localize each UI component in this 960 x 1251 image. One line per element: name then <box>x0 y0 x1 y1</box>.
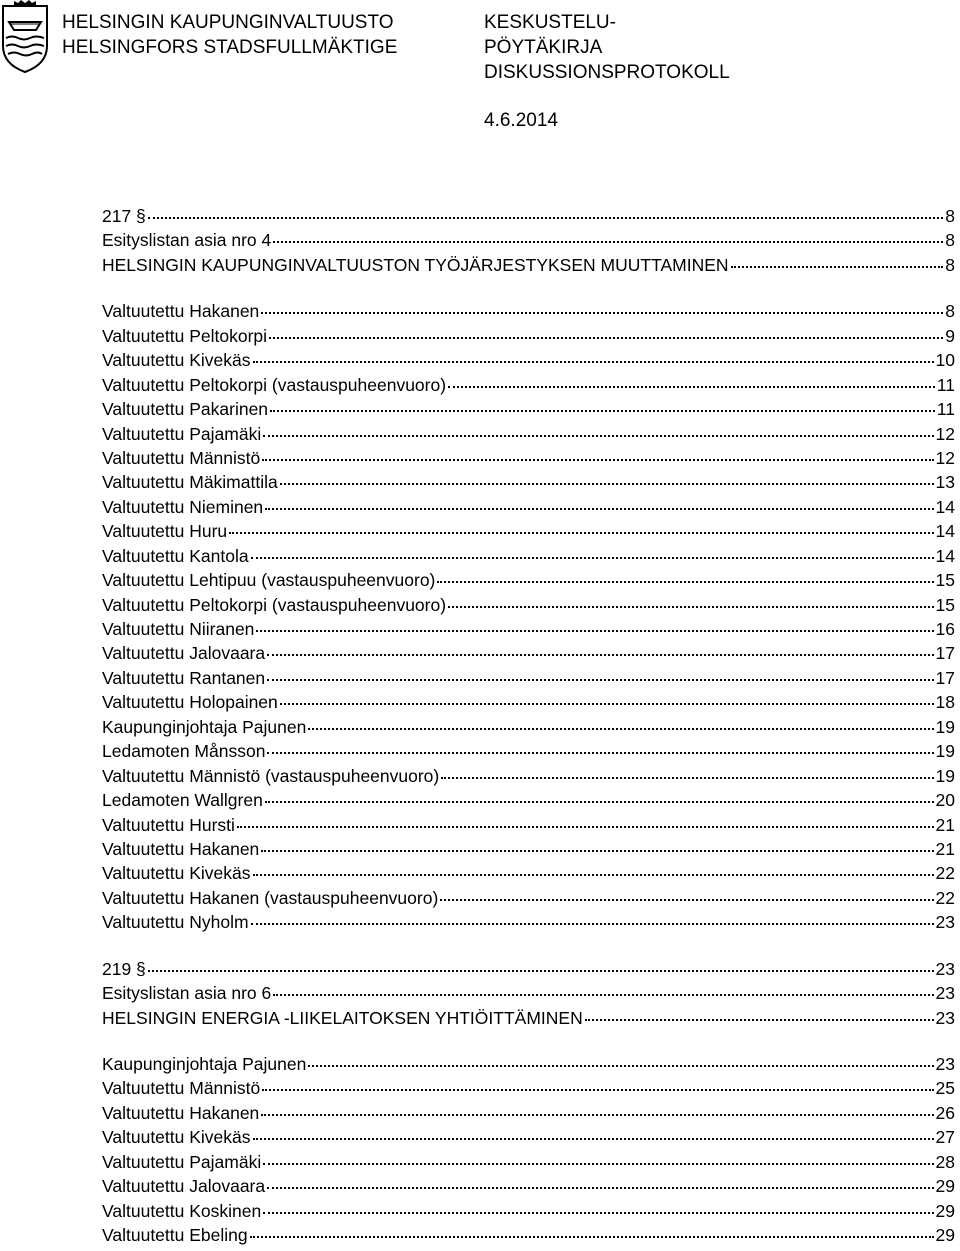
toc-entry-page: 17 <box>935 643 955 664</box>
toc-entry-label: HELSINGIN ENERGIA -LIIKELAITOKSEN YHTIÖITTÄMINEN <box>102 1007 583 1028</box>
toc-entry-page: 21 <box>935 814 955 835</box>
toc-entry-page: 14 <box>935 545 955 566</box>
toc-entry-label: Esityslistan asia nro 4 <box>102 230 272 251</box>
toc-entry-label: Valtuutettu Männistö <box>102 1078 261 1099</box>
toc-entry[interactable] <box>102 1006 955 1030</box>
toc-entry-label: HELSINGIN KAUPUNGINVALTUUSTON TYÖJÄRJESTYKSEN MUUTTAMINEN <box>102 254 729 275</box>
toc-entry[interactable] <box>102 861 955 885</box>
toc-entry-page: 22 <box>935 887 955 908</box>
toc-entry-page: 8 <box>945 254 955 275</box>
toc-dot-leader <box>441 777 933 779</box>
toc-entry-label: Kaupunginjohtaja Pajunen <box>102 1054 307 1074</box>
toc-dot-leader <box>253 1138 934 1140</box>
toc-entry[interactable] <box>102 739 955 763</box>
doc-type-line-2: PÖYTÄKIRJA <box>484 37 603 58</box>
toc-entry[interactable] <box>102 690 955 714</box>
toc-entry-label: Valtuutettu Niiranen <box>102 619 255 639</box>
toc-entry-label: Valtuutettu Pajamäki <box>102 423 262 444</box>
toc-entry-label: Valtuutettu Hakanen <box>102 301 260 322</box>
toc-dot-leader <box>265 508 933 510</box>
toc-entry-page: 25 <box>935 1078 955 1099</box>
toc-entry[interactable] <box>102 1125 955 1149</box>
toc-entry[interactable] <box>102 886 955 910</box>
toc-entry-label: Valtuutettu Holopainen <box>102 692 278 713</box>
toc-entry-label: Valtuutettu Peltokorpi (vastauspuheenvuoro) <box>102 374 447 395</box>
toc-entry-page: 23 <box>935 983 955 1004</box>
toc-entry[interactable] <box>102 617 955 641</box>
toc-entry-label: 217 § <box>102 206 146 226</box>
toc-entry-label: Valtuutettu Hakanen (vastauspuheenvuoro) <box>102 887 439 908</box>
toc-dot-leader <box>273 994 933 996</box>
toc-entry-page: 22 <box>935 863 955 884</box>
toc-entry[interactable] <box>102 1150 955 1174</box>
toc-entry[interactable] <box>102 253 955 277</box>
toc-entry-label: Valtuutettu Nieminen <box>102 496 264 517</box>
toc-entry[interactable] <box>102 1101 955 1125</box>
toc-entry-page: 23 <box>935 1007 955 1028</box>
toc-entry-page: 10 <box>935 350 955 371</box>
toc-entry-page: 21 <box>935 838 955 859</box>
toc-entry[interactable] <box>102 204 955 228</box>
toc-dot-leader <box>148 970 934 972</box>
toc-dot-leader <box>280 483 934 485</box>
toc-entry-label: Valtuutettu Kivekäs <box>102 1127 251 1148</box>
toc-entry-label: Valtuutettu Pajamäki <box>102 1151 262 1172</box>
toc-entry[interactable] <box>102 981 955 1005</box>
toc-entry-label: Valtuutettu Hursti <box>102 814 235 835</box>
toc-entry[interactable] <box>102 470 955 494</box>
toc-dot-leader <box>585 1019 934 1021</box>
toc-entry-label: Valtuutettu Lehtipuu (vastauspuheenvuoro) <box>102 570 436 591</box>
toc-entry-page: 11 <box>936 374 955 395</box>
toc-entry-page: 19 <box>935 765 955 786</box>
toc-entry-page: 15 <box>935 594 955 615</box>
toc-entry-label: Valtuutettu Huru <box>102 521 228 542</box>
toc-dot-leader <box>448 606 933 608</box>
toc-entry[interactable] <box>102 324 955 348</box>
toc-dot-leader <box>262 1089 933 1091</box>
toc-dot-leader <box>251 923 934 925</box>
toc-entry-page: 12 <box>935 423 955 444</box>
toc-dot-leader <box>308 728 933 730</box>
org-name-finnish: HELSINGIN KAUPUNGINVALTUUSTO <box>62 12 394 33</box>
toc-dot-leader <box>256 630 933 632</box>
toc-dot-leader <box>263 1212 933 1214</box>
toc-entry[interactable] <box>102 422 955 446</box>
toc-entry[interactable] <box>102 715 955 739</box>
table-of-contents <box>102 204 955 1248</box>
toc-dot-leader <box>440 899 933 901</box>
toc-entry[interactable] <box>102 495 955 519</box>
toc-entry-page: 28 <box>935 1151 955 1172</box>
toc-dot-leader <box>267 1187 933 1189</box>
toc-dot-leader <box>308 1065 933 1067</box>
toc-entry-page: 9 <box>945 325 955 346</box>
toc-entry[interactable] <box>102 348 955 372</box>
toc-entry[interactable] <box>102 228 955 252</box>
toc-entry[interactable] <box>102 1052 955 1076</box>
toc-dot-leader <box>253 361 934 363</box>
toc-dot-leader <box>267 654 933 656</box>
toc-entry-page: 27 <box>935 1127 955 1148</box>
toc-entry-label: Valtuutettu Hakanen <box>102 1102 260 1123</box>
toc-entry-label: Valtuutettu Männistö <box>102 447 261 468</box>
toc-entry-page: 23 <box>935 1054 955 1074</box>
toc-entry-page: 23 <box>935 958 955 979</box>
toc-dot-leader <box>263 1163 933 1165</box>
toc-entry-label: Valtuutettu Rantanen <box>102 667 266 688</box>
toc-dot-leader <box>267 752 933 754</box>
toc-entry[interactable] <box>102 641 955 665</box>
toc-dot-leader <box>263 435 933 437</box>
org-name-swedish: HELSINGFORS STADSFULLMÄKTIGE <box>62 37 398 58</box>
helsinki-crest-logo <box>0 0 50 74</box>
toc-dot-leader <box>229 532 933 534</box>
toc-entry-label: Valtuutettu Männistö (vastauspuheenvuoro) <box>102 765 440 786</box>
toc-entry-label: Valtuutettu Jalovaara <box>102 1176 266 1197</box>
toc-entry-page: 8 <box>945 206 955 226</box>
toc-entry[interactable] <box>102 446 955 470</box>
toc-entry-page: 15 <box>935 570 955 591</box>
toc-dot-leader <box>250 1236 934 1238</box>
toc-entry-label: Valtuutettu Nyholm <box>102 912 249 933</box>
toc-dot-leader <box>270 410 935 412</box>
toc-entry[interactable] <box>102 910 955 934</box>
toc-dot-leader <box>262 459 933 461</box>
toc-dot-leader <box>731 266 944 268</box>
toc-entry-page: 19 <box>935 741 955 762</box>
toc-entry-label: Kaupunginjohtaja Pajunen <box>102 716 307 737</box>
toc-entry-page: 12 <box>935 447 955 468</box>
toc-entry-page: 8 <box>945 301 955 322</box>
doc-type-line-1: KESKUSTELU- <box>484 12 616 33</box>
toc-entry-label: Valtuutettu Pakarinen <box>102 399 269 420</box>
toc-entry-page: 14 <box>935 496 955 517</box>
toc-entry-label: 219 § <box>102 958 146 979</box>
toc-dot-leader <box>265 801 934 803</box>
toc-entry[interactable] <box>102 837 955 861</box>
toc-dot-leader <box>261 850 933 852</box>
toc-entry-label: Ledamoten Wallgren <box>102 790 263 811</box>
toc-entry[interactable] <box>102 1199 955 1223</box>
toc-entry-label: Valtuutettu Hakanen <box>102 838 260 859</box>
toc-entry-page: 16 <box>935 619 955 639</box>
toc-entry-label: Valtuutettu Koskinen <box>102 1200 262 1221</box>
toc-entry[interactable] <box>102 788 955 812</box>
toc-entry[interactable] <box>102 568 955 592</box>
toc-dot-leader <box>448 386 935 388</box>
toc-entry-page: 18 <box>935 692 955 713</box>
toc-entry[interactable] <box>102 1174 955 1198</box>
toc-entry[interactable] <box>102 544 955 568</box>
toc-dot-leader <box>148 217 943 219</box>
toc-entry-page: 19 <box>935 716 955 737</box>
toc-entry-label: Ledamoten Månsson <box>102 741 266 762</box>
toc-entry-label: Valtuutettu Peltokorpi (vastauspuheenvuoro) <box>102 594 447 615</box>
toc-entry[interactable] <box>102 666 955 690</box>
document-date: 4.6.2014 <box>484 110 558 131</box>
toc-entry-page: 11 <box>936 399 955 420</box>
toc-dot-leader <box>273 241 943 243</box>
toc-entry[interactable] <box>102 1223 955 1247</box>
toc-entry-label: Valtuutettu Kivekäs <box>102 863 251 884</box>
toc-entry[interactable] <box>102 957 955 981</box>
toc-entry[interactable] <box>102 593 955 617</box>
toc-dot-leader <box>437 581 933 583</box>
toc-dot-leader <box>261 312 943 314</box>
toc-dot-leader <box>261 1114 933 1116</box>
toc-entry[interactable] <box>102 813 955 837</box>
toc-dot-leader <box>267 679 933 681</box>
toc-entry[interactable] <box>102 764 955 788</box>
toc-entry-page: 26 <box>935 1102 955 1123</box>
toc-entry-page: 8 <box>945 230 955 251</box>
toc-entry-page: 29 <box>935 1225 955 1246</box>
toc-entry-label: Esityslistan asia nro 6 <box>102 983 272 1004</box>
toc-entry-label: Valtuutettu Mäkimattila <box>102 472 278 493</box>
toc-entry[interactable] <box>102 519 955 543</box>
toc-dot-leader <box>269 337 943 339</box>
toc-entry[interactable] <box>102 299 955 323</box>
toc-entry-page: 14 <box>935 521 955 542</box>
doc-type-line-3: DISKUSSIONSPROTOKOLL <box>484 62 730 83</box>
toc-entry-page: 13 <box>935 472 955 493</box>
toc-entry-label: Valtuutettu Kantola <box>102 545 249 566</box>
toc-entry-page: 17 <box>935 667 955 688</box>
toc-entry-label: Valtuutettu Kivekäs <box>102 350 251 371</box>
toc-entry-page: 29 <box>935 1176 955 1197</box>
toc-entry-page: 29 <box>935 1200 955 1221</box>
toc-entry-label: Valtuutettu Ebeling <box>102 1225 248 1246</box>
toc-entry-page: 23 <box>935 912 955 933</box>
toc-entry-page: 20 <box>935 790 955 811</box>
toc-dot-leader <box>280 703 934 705</box>
toc-entry[interactable] <box>102 1076 955 1100</box>
toc-entry[interactable] <box>102 397 955 421</box>
toc-entry-label: Valtuutettu Peltokorpi <box>102 325 268 346</box>
toc-dot-leader <box>251 557 934 559</box>
toc-dot-leader <box>253 874 934 876</box>
toc-entry-label: Valtuutettu Jalovaara <box>102 643 266 664</box>
toc-entry[interactable] <box>102 373 955 397</box>
toc-dot-leader <box>237 826 934 828</box>
